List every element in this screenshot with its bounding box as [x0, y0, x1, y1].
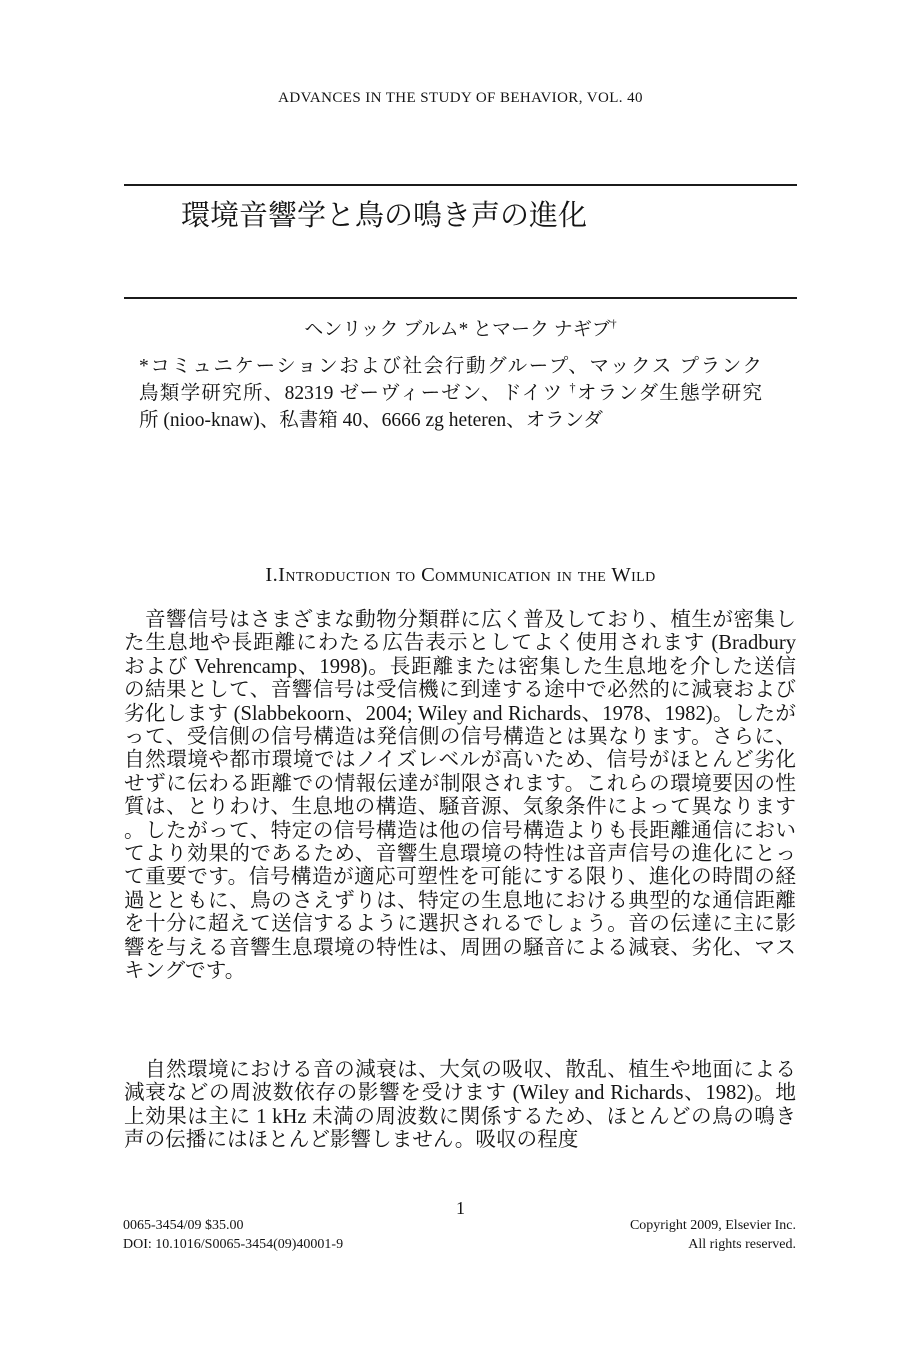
byline-dagger: †: [610, 317, 617, 331]
text-line: 自然環境や都市環境ではノイズレベルが高いため、信号がほとんど劣化: [124, 749, 796, 772]
affiliation-line-3: [139, 407, 762, 434]
affiliation-text: 鳥類学研究所、82319 ゼーヴィーゼン、ドイツ: [139, 383, 570, 404]
affiliation-dagger: †: [569, 380, 577, 395]
text-line: 上効果は主に 1 kHz 未満の周波数に関係するため、ほとんどの鳥の鳴き: [124, 1105, 796, 1128]
text-line: 響を与える音響生息環境の特性は、周囲の騒音による減衰、劣化、マス: [124, 936, 796, 959]
byline: [124, 314, 797, 341]
running-head: ADVANCES IN THE STUDY OF BEHAVIOR, VOL. 40: [278, 90, 643, 106]
text-line: 劣化します (Slabbekoorn、2004; Wiley and Richards、1978、1982)。したが: [124, 702, 796, 725]
text-line: 質は、とりわけ、生息地の構造、騒音源、気象条件によって異なります: [124, 796, 796, 819]
text-line: および Vehrencamp、1998)。長距離または密集した生息地を介した送信: [124, 655, 796, 678]
text-line: 音響信号はさまざまな動物分類群に広く普及しており、植生が密集し: [124, 609, 796, 631]
title-rule-bottom: [124, 297, 797, 299]
affiliation-block: [139, 353, 762, 434]
affiliation-text: オランダ生態学研究: [576, 383, 762, 404]
affiliation-line-2: [139, 380, 762, 407]
text-line: せずに伝わる距離での情報伝達が制限されます。これらの環境要因の性: [124, 772, 796, 795]
text-line: の結果として、音響信号は受信機に到達する途中で必然的に減衰および: [124, 679, 796, 702]
text-line: キングです。: [124, 960, 246, 983]
text-line: を十分に超えて送信するように選択されるでしょう。音の伝達に主に影: [124, 913, 796, 936]
text-line: 。したがって、特定の信号構造は他の信号構造よりも長距離通信におい: [124, 819, 796, 842]
text-line: てより効果的であるため、音響生息環境の特性は音声信号の進化にとっ: [124, 843, 796, 866]
page-number: 1: [456, 1198, 465, 1218]
section-heading: I.Introduction to Communication in the Wild: [265, 564, 656, 586]
affiliation-text: 所 (nioo-knaw)、私書箱 40、6666 zg heteren、オランダ: [139, 410, 603, 431]
affiliation-text: *コミュニケーションおよび社会行動グループ、マックス プランク: [139, 356, 762, 377]
footer-doi: DOI: 10.1016/S0065-3454(09)40001-9: [123, 1237, 344, 1252]
text-line: 声の伝播にはほとんど影響しません。吸収の程度: [124, 1129, 579, 1152]
title-rule-top: [124, 184, 797, 186]
footer-left: [123, 1216, 343, 1254]
text-line: 過とともに、鳥のさえずりは、特定の生息地における典型的な通信距離: [124, 889, 796, 912]
footer-copyright: Copyright 2009, Elsevier Inc.: [629, 1218, 796, 1233]
text-line: て重要です。信号構造が適応可塑性を可能にする限り、進化の時間の経: [124, 866, 796, 889]
text-line: 減衰などの周波数依存の影響を受けます (Wiley and Richards、1982)。地: [124, 1082, 796, 1105]
footer-issn-price: 0065-3454/09 $35.00: [123, 1218, 244, 1233]
article-title: 環境音響学と鳥の鳴き声の進化: [181, 200, 588, 232]
affiliation-line-1: [139, 353, 762, 380]
text-line: た生息地や長距離にわたる広告表示としてよく使用されます (Bradbury: [124, 632, 796, 655]
byline-authors: ヘンリック ブルム* とマーク ナギブ: [304, 319, 611, 340]
text-line: って、受信側の信号構造は発信側の信号構造とは異なります。さらに、: [124, 726, 796, 749]
text-line: 自然環境における音の減衰は、大気の吸収、散乱、植生や地面による: [124, 1059, 796, 1081]
paragraph-1: [124, 609, 796, 984]
paragraph-2: [124, 1059, 796, 1153]
footer-rights-reserved: All rights reserved.: [688, 1237, 796, 1252]
footer-right: [630, 1216, 796, 1254]
